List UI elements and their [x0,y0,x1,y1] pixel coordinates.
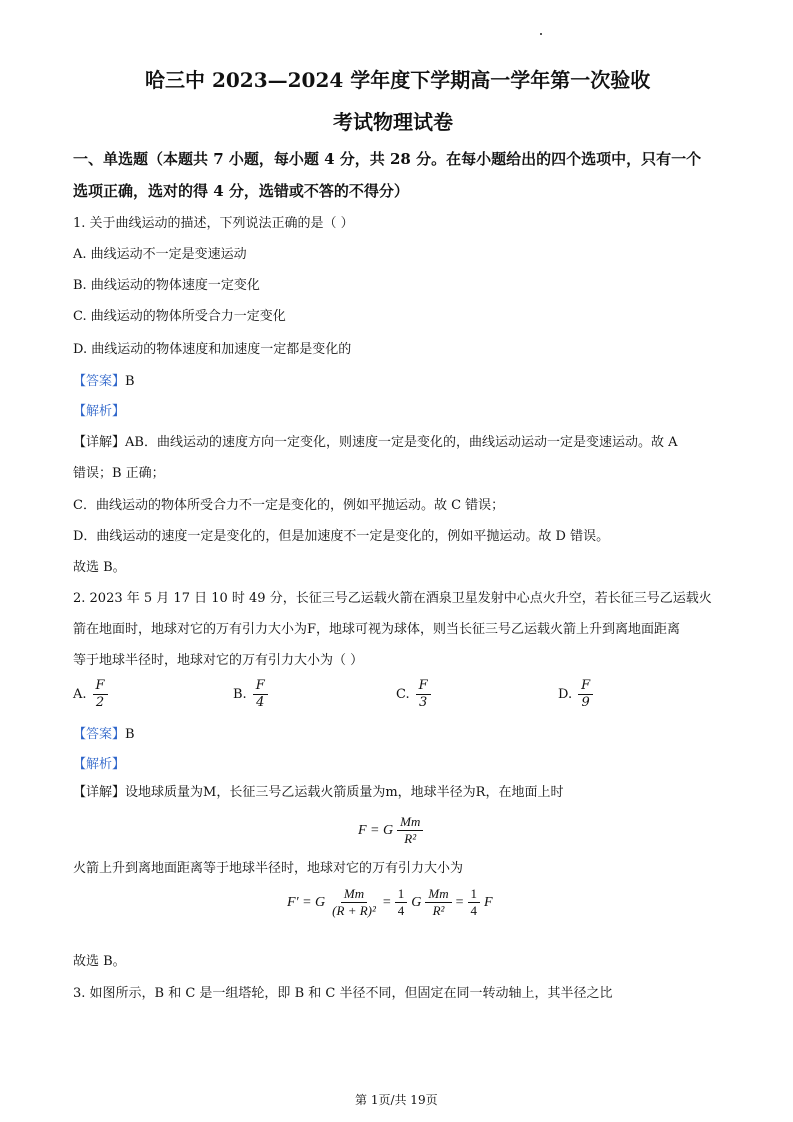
q2-equation-1 [358,814,423,847]
q2-option-d-fraction [578,678,593,711]
q1-analysis-tag: 【解析】 [73,404,126,419]
q2-answer-row [73,723,135,742]
q1-detail-line-3: C．曲线运动的物体所受合力不一定是变化的，例如平抛运动。故 C 错误； [73,498,505,513]
q2-option-c-fraction [416,678,431,711]
q2-option-a-fraction [93,678,108,711]
q2-option-a-label: A. [73,687,87,702]
q2-option-d-label: D. [558,687,573,702]
q1-detail-tag: 【详解】 [73,435,126,450]
q2-conclusion: 故选 B。 [73,954,126,969]
q2-option-a-num: F [93,678,108,695]
q2-option-c-den: 3 [419,695,428,710]
q1-option-b: B. 曲线运动的物体速度一定变化 [73,278,260,293]
q2-option-c-label: C. [396,687,410,702]
q2-detail-row-1 [73,781,563,800]
q2-option-b-num: F [253,678,268,695]
q1-option-c: C. 曲线运动的物体所受合力一定变化 [73,309,286,324]
q2-stem-line-3: 等于地球半径时，地球对它的万有引力大小为（ ） [73,653,364,668]
q2-eq2-cnum-1: 1 [395,886,408,903]
q2-eq1-den: R² [404,831,417,846]
q1-detail-line-2: 错误；B 正确； [73,466,165,481]
q2-eq2-tail: F [484,894,493,910]
q1-detail-row-1 [73,431,677,450]
q2-eq2-cden-2: 4 [470,903,478,918]
q2-eq2-den-1: (R + R)² [332,903,376,918]
q2-eq2-lhs: F′ = G [287,894,326,910]
q2-eq2-equals-2: = [455,894,464,910]
q2-option-d-num: F [578,678,593,695]
q2-eq2-cden-1: 4 [397,903,405,918]
q2-detail-line-2: 火箭上升到离地面距离等于地球半径时，地球对它的万有引力大小为 [73,861,464,876]
q2-option-b-fraction [253,678,268,711]
q2-detail-tag: 【详解】 [73,785,126,800]
page-footer: 第 1页/共 19页 [355,1093,438,1107]
q2-equation-2 [287,886,493,919]
q2-eq2-den-2: R² [432,903,445,918]
q1-option-a: A. 曲线运动不一定是变速运动 [73,247,247,262]
q1-conclusion: 故选 B。 [73,560,126,575]
q2-eq2-g: G [411,894,422,910]
q2-option-a [73,678,108,711]
q2-eq2-fraction-1 [329,886,379,919]
q1-option-d: D. 曲线运动的物体速度和加速度一定都是变化的 [73,342,352,357]
q2-eq2-coefficient-2 [468,886,481,919]
q2-eq2-coefficient-1 [395,886,408,919]
q1-detail-line-1: AB．曲线运动的速度方向一定变化，则速度一定是变化的，曲线运动运动一定是变速运动。故 A [125,435,678,450]
q2-detail-line-1: 设地球质量为M，长征三号乙运载火箭质量为m，地球半径为R，在地面上时 [125,785,564,800]
q2-stem-line-1: 2. 2023 年 5 月 17 日 10 时 49 分，长征三号乙运载火箭在酒泉卫星发射中心点火升空，若长征三号乙运载火 [73,591,712,606]
q2-eq2-num-2: Mm [425,886,451,903]
q2-analysis-tag: 【解析】 [73,757,126,772]
title-line-2: 考试物理试卷 [333,110,453,134]
q2-option-a-den: 2 [95,695,105,710]
q2-option-c-num: F [416,678,431,695]
q2-answer-tag: 【答案】 [73,727,126,742]
title-line-1: 哈三中 2023—2024 学年度下学期高一学年第一次验收 [145,68,651,92]
section-heading-line-1: 一、单选题（本题共 7 小题，每小题 4 分，共 28 分。在每小题给出的四个选项中，只有一个 [73,150,702,168]
q2-option-d [558,678,593,711]
q1-answer-tag: 【答案】 [73,374,126,389]
q2-option-c [396,678,431,711]
q2-eq1-fraction [397,814,423,847]
q2-eq2-num-1: Mm [341,886,367,903]
q2-option-d-den: 9 [581,695,590,710]
q2-eq2-cnum-2: 1 [468,886,481,903]
q1-stem: 1. 关于曲线运动的描述，下列说法正确的是（ ） [73,216,354,231]
q2-answer-value: B [125,727,135,742]
q2-option-b [233,678,268,711]
q1-answer-value: B [125,374,135,389]
q2-eq2-fraction-2 [425,886,451,919]
q2-stem-line-2: 箭在地面时，地球对它的万有引力大小为F，地球可视为球体，则当长征三号乙运载火箭上升到离地面距离 [73,622,681,637]
q1-detail-line-4: D．曲线运动的速度一定是变化的，但是加速度不一定是变化的，例如平抛运动。故 D 错误。 [73,529,610,544]
q2-option-b-label: B. [233,687,247,702]
q2-eq2-equals-1: = [382,894,391,910]
scan-dot [540,33,542,35]
q2-eq1-num: Mm [397,814,423,831]
q2-eq1-lhs: F = G [358,822,394,838]
section-heading-line-2: 选项正确，选对的得 4 分，选错或不答的不得分） [73,182,409,200]
q1-answer-row [73,370,135,389]
q2-option-b-den: 4 [256,695,265,710]
q3-stem: 3. 如图所示，B 和 C 是一组塔轮，即 B 和 C 半径不同，但固定在同一转动轴上，其半径之比 [73,986,613,1001]
